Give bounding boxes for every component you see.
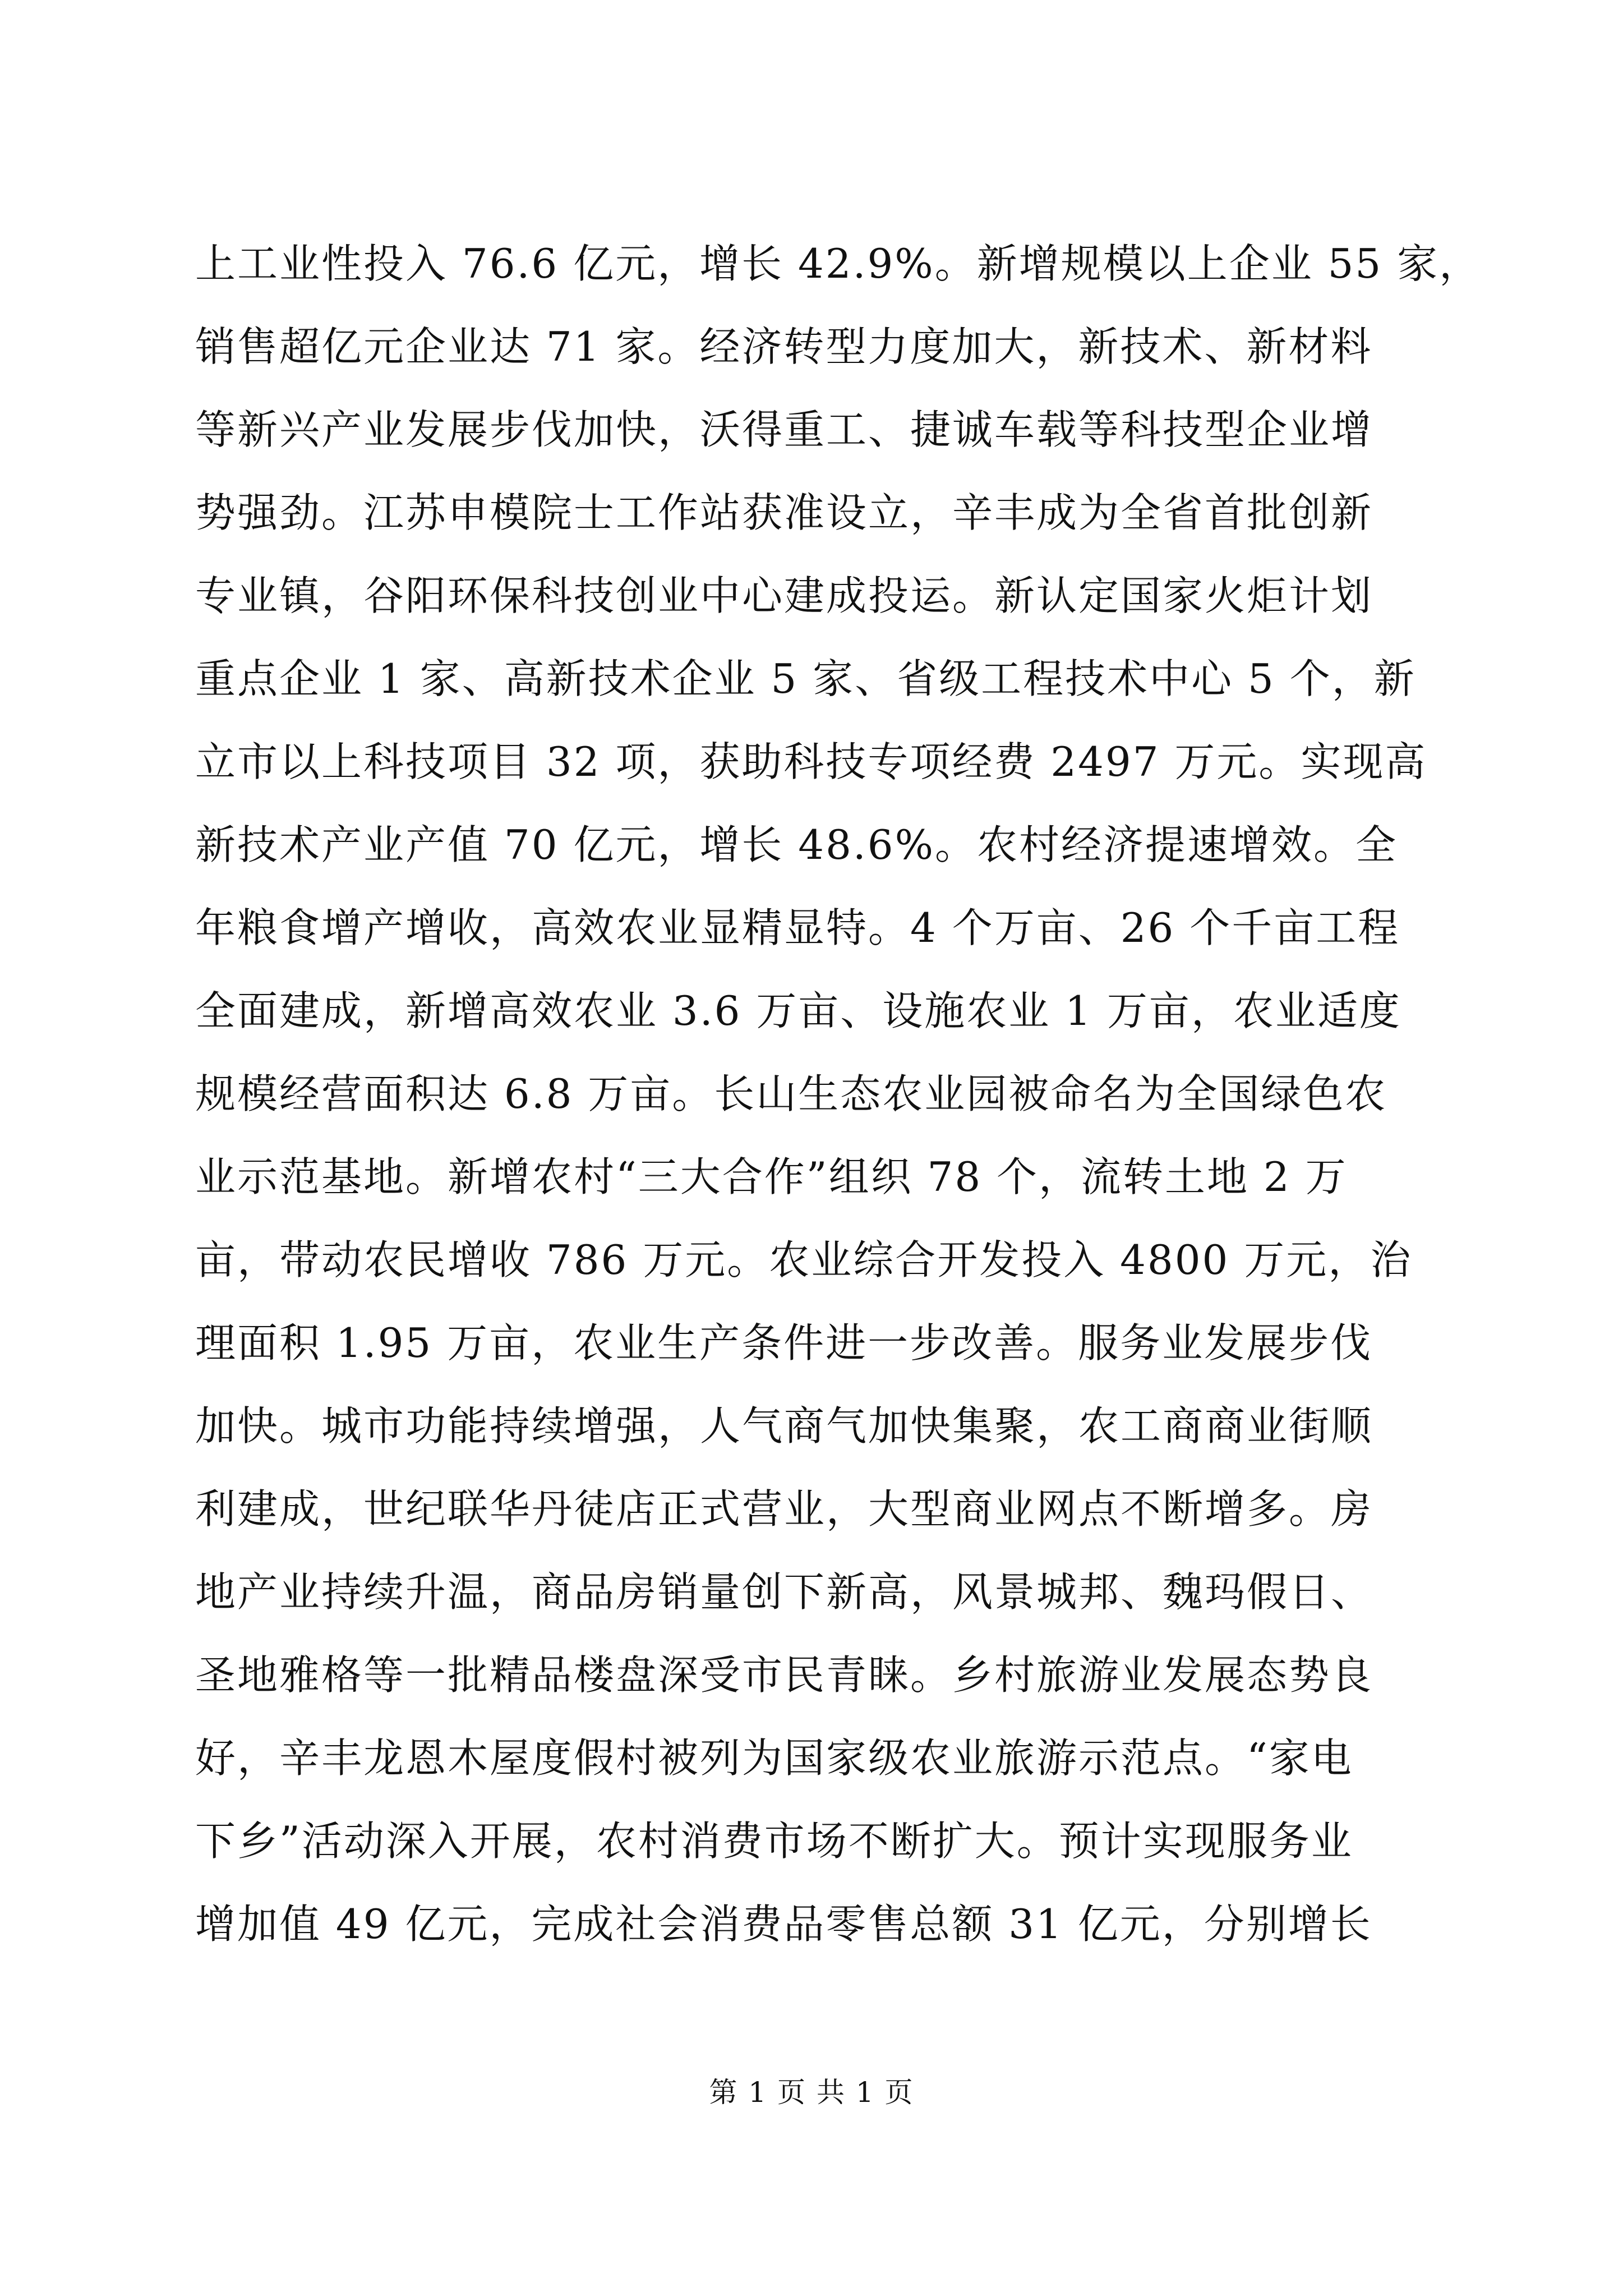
text-line: 上工业性投入 76.6 亿元，增长 42.9%。新增规模以上企业 55 家， [195, 240, 1482, 287]
text-line: 圣地雅格等一批精品楼盘深受市民青睐。乡村旅游业发展态势良 [195, 1651, 1373, 1699]
text-line: 好，辛丰龙恩木屋度假村被列为国家级农业旅游示范点。“家电 [195, 1734, 1353, 1782]
text-line: 业示范基地。新增农村“三大合作”组织 78 个，流转土地 2 万 [195, 1153, 1348, 1200]
page-footer: 第 1 页 共 1 页 [709, 2076, 914, 2109]
text-line: 等新兴产业发展步伐加快，沃得重工、捷诚车载等科技型企业增 [195, 406, 1373, 453]
text-line: 下乡”活动深入开展，农村消费市场不断扩大。预计实现服务业 [195, 1818, 1353, 1865]
text-line: 地产业持续升温，商品房销量创下新高，风景城邦、魏玛假日、 [195, 1568, 1373, 1616]
text-line: 理面积 1.95 万亩，农业生产条件进一步改善。服务业发展步伐 [195, 1319, 1373, 1366]
text-line: 销售超亿元企业达 71 家。经济转型力度加大，新技术、新材料 [195, 323, 1373, 370]
text-line: 重点企业 1 家、高新技术企业 5 家、省级工程技术中心 5 个，新 [195, 655, 1416, 702]
text-line: 亩，带动农民增收 786 万元。农业综合开发投入 4800 万元，治 [195, 1236, 1413, 1283]
text-line: 新技术产业产值 70 亿元，增长 48.6%。农村经济提速增效。全 [195, 821, 1398, 868]
text-line: 加快。城市功能持续增强，人气商气加快集聚，农工商商业街顺 [195, 1402, 1373, 1450]
text-line: 全面建成，新增高效农业 3.6 万亩、设施农业 1 万亩，农业适度 [195, 987, 1401, 1034]
text-line: 利建成，世纪联华丹徒店正式营业，大型商业网点不断增多。房 [195, 1485, 1373, 1533]
text-line: 立市以上科技项目 32 项，获助科技专项经费 2497 万元。实现高 [195, 738, 1427, 785]
text-line: 势强劲。江苏申模院士工作站获准设立，辛丰成为全省首批创新 [195, 489, 1373, 536]
body-text [195, 222, 1482, 1966]
text-line: 专业镇，谷阳环保科技创业中心建成投运。新认定国家火炬计划 [195, 572, 1373, 619]
text-line: 规模经营面积达 6.8 万亩。长山生态农业园被命名为全国绿色农 [195, 1070, 1387, 1117]
text-line: 增加值 49 亿元，完成社会消费品零售总额 31 亿元，分别增长 [195, 1901, 1372, 1948]
text-line: 年粮食增产增收，高效农业显精显特。4 个万亩、26 个千亩工程 [195, 904, 1400, 951]
